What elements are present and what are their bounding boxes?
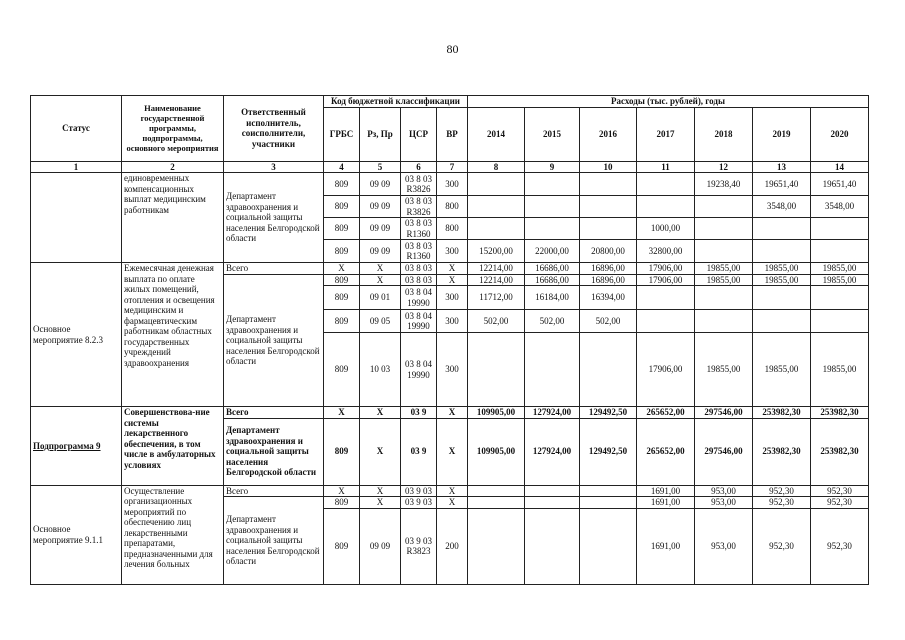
- header-name: Наименование государственной программы, подпрограммы, основного мероприятия: [122, 96, 224, 162]
- grbs-cell: 809: [324, 218, 360, 240]
- header-executor: Ответственный исполнитель, соисполнители, участники: [224, 96, 324, 162]
- value-cell: [695, 286, 753, 310]
- value-cell: 253982,30: [811, 418, 869, 485]
- rzpr-cell: 09 05: [360, 310, 401, 333]
- executor-cell: Департамент здравоохранения и социальной защиты населения Белгородской области: [224, 274, 324, 407]
- value-cell: 1000,00: [637, 218, 695, 240]
- csr-cell: 03 9 03: [401, 497, 437, 509]
- grbs-cell: 809: [324, 418, 360, 485]
- header-rzpr: Рз, Пр: [360, 107, 401, 161]
- index-cell: 14: [811, 161, 869, 173]
- value-cell: 953,00: [695, 485, 753, 497]
- value-cell: 1691,00: [637, 497, 695, 509]
- vr-cell: X: [437, 407, 468, 419]
- vr-cell: X: [437, 418, 468, 485]
- header-vr: ВР: [437, 107, 468, 161]
- total-label: Всего: [224, 485, 324, 497]
- index-cell: 7: [437, 161, 468, 173]
- csr-cell: 03 8 04 19990: [401, 333, 437, 407]
- grbs-cell: X: [324, 263, 360, 275]
- value-cell: 952,30: [811, 485, 869, 497]
- value-cell: 127924,00: [525, 407, 580, 419]
- value-cell: 20800,00: [580, 240, 637, 263]
- grbs-cell: 809: [324, 274, 360, 286]
- value-cell: 16896,00: [580, 263, 637, 275]
- grbs-cell: 809: [324, 196, 360, 218]
- value-cell: 109905,00: [468, 407, 525, 419]
- value-cell: 297546,00: [695, 418, 753, 485]
- value-cell: [580, 485, 637, 497]
- vr-cell: X: [437, 497, 468, 509]
- csr-cell: 03 8 04 19990: [401, 286, 437, 310]
- value-cell: 19855,00: [753, 263, 811, 275]
- grbs-cell: 809: [324, 286, 360, 310]
- value-cell: 19238,40: [695, 173, 753, 196]
- value-cell: 16394,00: [580, 286, 637, 310]
- csr-cell: 03 9 03 R3823: [401, 508, 437, 584]
- header-year: 2014: [468, 107, 525, 161]
- value-cell: [468, 508, 525, 584]
- value-cell: [695, 310, 753, 333]
- value-cell: 265652,00: [637, 418, 695, 485]
- table-row: [31, 485, 869, 497]
- value-cell: [811, 240, 869, 263]
- value-cell: 129492,50: [580, 418, 637, 485]
- value-cell: 1691,00: [637, 508, 695, 584]
- index-cell: 2: [122, 161, 224, 173]
- csr-cell: 03 8 03 R1360: [401, 218, 437, 240]
- value-cell: [695, 196, 753, 218]
- value-cell: [525, 218, 580, 240]
- vr-cell: 300: [437, 310, 468, 333]
- header-budget-code: Код бюджетной классификации: [324, 96, 468, 108]
- value-cell: 19855,00: [695, 333, 753, 407]
- grbs-cell: 809: [324, 173, 360, 196]
- value-cell: [695, 218, 753, 240]
- status-cell: Основное мероприятие 9.1.1: [31, 485, 122, 584]
- value-cell: [580, 173, 637, 196]
- page-number: 80: [446, 42, 459, 56]
- vr-cell: X: [437, 485, 468, 497]
- grbs-cell: 809: [324, 240, 360, 263]
- csr-cell: 03 9: [401, 407, 437, 419]
- value-cell: [525, 497, 580, 509]
- value-cell: [525, 196, 580, 218]
- vr-cell: 800: [437, 196, 468, 218]
- value-cell: 15200,00: [468, 240, 525, 263]
- grbs-cell: 809: [324, 310, 360, 333]
- value-cell: 952,30: [753, 508, 811, 584]
- csr-cell: 03 8 04 19990: [401, 310, 437, 333]
- value-cell: 19651,40: [811, 173, 869, 196]
- budget-table: [30, 95, 869, 585]
- value-cell: 19855,00: [695, 263, 753, 275]
- status-cell: [31, 173, 122, 263]
- index-cell: 4: [324, 161, 360, 173]
- csr-cell: 03 8 03 R1360: [401, 240, 437, 263]
- value-cell: 253982,30: [753, 407, 811, 419]
- index-cell: 3: [224, 161, 324, 173]
- index-cell: 5: [360, 161, 401, 173]
- rzpr-cell: X: [360, 497, 401, 509]
- value-cell: [753, 286, 811, 310]
- measure-name: Совершенствова-ние системы лекарственного обеспечения, в том числе в амбулаторных условиях: [122, 407, 224, 486]
- value-cell: 3548,00: [811, 196, 869, 218]
- rzpr-cell: 09 09: [360, 240, 401, 263]
- value-cell: 32800,00: [637, 240, 695, 263]
- value-cell: [580, 196, 637, 218]
- csr-cell: 03 8 03: [401, 274, 437, 286]
- value-cell: 297546,00: [695, 407, 753, 419]
- rzpr-cell: X: [360, 274, 401, 286]
- executor-cell: Департамент здравоохранения и социальной защиты населения Белгородской области: [224, 418, 324, 485]
- value-cell: [468, 218, 525, 240]
- vr-cell: 300: [437, 173, 468, 196]
- total-label: Всего: [224, 407, 324, 419]
- value-cell: 952,30: [811, 497, 869, 509]
- index-cell: 1: [31, 161, 122, 173]
- rzpr-cell: 09 09: [360, 196, 401, 218]
- header-status: Статус: [31, 96, 122, 162]
- index-cell: 13: [753, 161, 811, 173]
- value-cell: 17906,00: [637, 274, 695, 286]
- value-cell: [695, 240, 753, 263]
- value-cell: [468, 485, 525, 497]
- executor-cell: Департамент здравоохранения и социальной защиты населения Белгородской области: [224, 497, 324, 585]
- value-cell: 19855,00: [753, 274, 811, 286]
- header-year: 2019: [753, 107, 811, 161]
- header-year: 2017: [637, 107, 695, 161]
- value-cell: 502,00: [525, 310, 580, 333]
- rzpr-cell: 09 01: [360, 286, 401, 310]
- vr-cell: X: [437, 274, 468, 286]
- value-cell: [525, 333, 580, 407]
- value-cell: 502,00: [580, 310, 637, 333]
- vr-cell: 200: [437, 508, 468, 584]
- rzpr-cell: X: [360, 485, 401, 497]
- value-cell: 22000,00: [525, 240, 580, 263]
- value-cell: [811, 286, 869, 310]
- executor-cell: Департамент здравоохранения и социальной защиты населения Белгородской области: [224, 173, 324, 263]
- header-grbs: ГРБС: [324, 107, 360, 161]
- rzpr-cell: X: [360, 263, 401, 275]
- index-cell: 8: [468, 161, 525, 173]
- rzpr-cell: 10 03: [360, 333, 401, 407]
- header-expenses: Расходы (тыс. рублей), годы: [468, 96, 869, 108]
- value-cell: [753, 218, 811, 240]
- value-cell: [468, 173, 525, 196]
- csr-cell: 03 8 03: [401, 263, 437, 275]
- value-cell: 16686,00: [525, 263, 580, 275]
- value-cell: 19855,00: [695, 274, 753, 286]
- header-year: 2020: [811, 107, 869, 161]
- rzpr-cell: X: [360, 407, 401, 419]
- value-cell: 502,00: [468, 310, 525, 333]
- value-cell: [468, 333, 525, 407]
- value-cell: [468, 196, 525, 218]
- value-cell: [811, 310, 869, 333]
- total-label: Всего: [224, 263, 324, 275]
- table-row: [31, 407, 869, 419]
- value-cell: 19855,00: [811, 333, 869, 407]
- vr-cell: X: [437, 263, 468, 275]
- value-cell: [580, 218, 637, 240]
- value-cell: [468, 497, 525, 509]
- value-cell: 16184,00: [525, 286, 580, 310]
- value-cell: 16686,00: [525, 274, 580, 286]
- value-cell: 953,00: [695, 508, 753, 584]
- value-cell: [753, 240, 811, 263]
- value-cell: 19651,40: [753, 173, 811, 196]
- csr-cell: 03 9: [401, 418, 437, 485]
- value-cell: [525, 508, 580, 584]
- table-row: [31, 263, 869, 275]
- grbs-cell: X: [324, 407, 360, 419]
- value-cell: 19855,00: [811, 263, 869, 275]
- index-cell: 11: [637, 161, 695, 173]
- table-row: [31, 173, 869, 196]
- header-year: 2015: [525, 107, 580, 161]
- vr-cell: 300: [437, 286, 468, 310]
- grbs-cell: 809: [324, 508, 360, 584]
- grbs-cell: 809: [324, 333, 360, 407]
- value-cell: [525, 173, 580, 196]
- rzpr-cell: 09 09: [360, 508, 401, 584]
- value-cell: 253982,30: [811, 407, 869, 419]
- value-cell: [580, 508, 637, 584]
- value-cell: 952,30: [753, 485, 811, 497]
- rzpr-cell: 09 09: [360, 218, 401, 240]
- csr-cell: 03 8 03 R3826: [401, 196, 437, 218]
- header-year: 2016: [580, 107, 637, 161]
- status-cell: Основное мероприятие 8.2.3: [31, 263, 122, 407]
- value-cell: 12214,00: [468, 274, 525, 286]
- value-cell: 3548,00: [753, 196, 811, 218]
- value-cell: [580, 333, 637, 407]
- vr-cell: 300: [437, 240, 468, 263]
- value-cell: 952,30: [811, 508, 869, 584]
- index-cell: 10: [580, 161, 637, 173]
- value-cell: [637, 286, 695, 310]
- value-cell: 127924,00: [525, 418, 580, 485]
- value-cell: [525, 485, 580, 497]
- value-cell: [753, 310, 811, 333]
- value-cell: [637, 310, 695, 333]
- grbs-cell: X: [324, 485, 360, 497]
- header-csr: ЦСР: [401, 107, 437, 161]
- vr-cell: 800: [437, 218, 468, 240]
- value-cell: 952,30: [753, 497, 811, 509]
- value-cell: 11712,00: [468, 286, 525, 310]
- index-cell: 9: [525, 161, 580, 173]
- index-cell: 12: [695, 161, 753, 173]
- value-cell: 16896,00: [580, 274, 637, 286]
- grbs-cell: 809: [324, 497, 360, 509]
- value-cell: 17906,00: [637, 263, 695, 275]
- header-year: 2018: [695, 107, 753, 161]
- measure-name: единовременных компенсационных выплат медицинским работникам: [122, 173, 224, 263]
- rzpr-cell: X: [360, 418, 401, 485]
- value-cell: 17906,00: [637, 333, 695, 407]
- value-cell: 265652,00: [637, 407, 695, 419]
- value-cell: [811, 218, 869, 240]
- value-cell: 253982,30: [753, 418, 811, 485]
- measure-name: Ежемесячная денежная выплата по оплате жилых помещений, отопления и освещения медицинским и фармацевтическим работникам областных государственных учреждений здравоохранения: [122, 263, 224, 407]
- value-cell: 19855,00: [753, 333, 811, 407]
- value-cell: [637, 173, 695, 196]
- value-cell: 19855,00: [811, 274, 869, 286]
- index-cell: 6: [401, 161, 437, 173]
- value-cell: 1691,00: [637, 485, 695, 497]
- value-cell: [580, 497, 637, 509]
- rzpr-cell: 09 09: [360, 173, 401, 196]
- value-cell: 953,00: [695, 497, 753, 509]
- vr-cell: 300: [437, 333, 468, 407]
- status-cell: Подпрограмма 9: [31, 407, 122, 486]
- value-cell: 109905,00: [468, 418, 525, 485]
- csr-cell: 03 8 03 R3826: [401, 173, 437, 196]
- value-cell: 12214,00: [468, 263, 525, 275]
- csr-cell: 03 9 03: [401, 485, 437, 497]
- value-cell: [637, 196, 695, 218]
- measure-name: Осуществление организационных мероприятий по обеспечению лиц лекарственными препаратами, предназначенными для лечения больных: [122, 485, 224, 584]
- value-cell: 129492,50: [580, 407, 637, 419]
